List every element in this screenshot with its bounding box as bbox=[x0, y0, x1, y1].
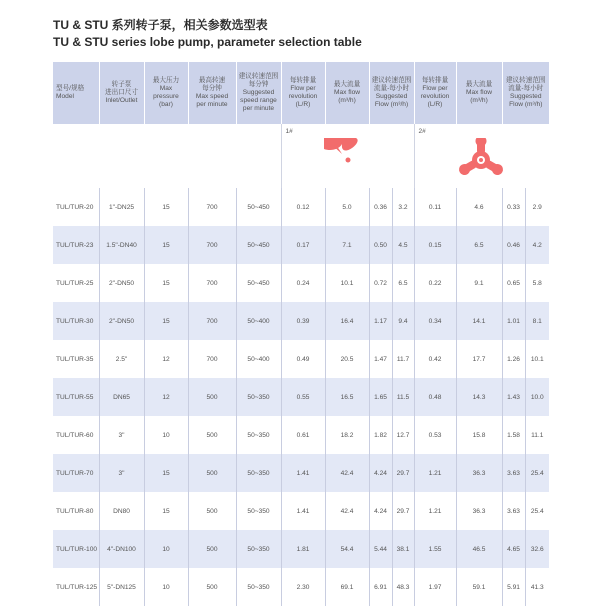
cell-model: TUL/TUR-35 bbox=[53, 340, 99, 378]
cell-speed-range: 50~350 bbox=[236, 416, 281, 454]
cell-flow-per-rev-1: 2.30 bbox=[281, 568, 325, 606]
cell-flow-per-rev-2: 0.34 bbox=[414, 302, 456, 340]
cell-flow-per-rev-1: 0.24 bbox=[281, 264, 325, 302]
cell-inlet-outlet: 3" bbox=[99, 454, 144, 492]
header-suggested-flow-1: 建议转速范围 流量-每小时 Suggested Flow (m³/h) bbox=[369, 62, 414, 124]
cell-max-speed: 700 bbox=[188, 264, 236, 302]
cell-flow-per-rev-2: 1.21 bbox=[414, 492, 456, 530]
cell-model: TUL/TUR-70 bbox=[53, 454, 99, 492]
cell-suggested-flow-1a: 4.24 bbox=[369, 492, 392, 530]
cell-flow-per-rev-1: 0.12 bbox=[281, 188, 325, 226]
cell-flow-per-rev-1: 0.39 bbox=[281, 302, 325, 340]
cell-speed-range: 50~350 bbox=[236, 530, 281, 568]
cell-suggested-flow-2b: 10.0 bbox=[525, 378, 549, 416]
header-model: 型号/规格 Model bbox=[53, 62, 99, 124]
cell-model: TUL/TUR-125 bbox=[53, 568, 99, 606]
trilobe-rotor-icon bbox=[457, 138, 505, 184]
cell-flow-per-rev-1: 0.61 bbox=[281, 416, 325, 454]
cell-max-pressure: 15 bbox=[144, 492, 188, 530]
cell-max-pressure: 15 bbox=[144, 226, 188, 264]
cell-max-pressure: 12 bbox=[144, 340, 188, 378]
cell-suggested-flow-2b: 25.4 bbox=[525, 454, 549, 492]
cell-model: TUL/TUR-20 bbox=[53, 188, 99, 226]
cell-inlet-outlet: DN80 bbox=[99, 492, 144, 530]
cell-flow-per-rev-1: 1.41 bbox=[281, 492, 325, 530]
cell-suggested-flow-1a: 0.50 bbox=[369, 226, 392, 264]
cell-suggested-flow-1b: 12.7 bbox=[392, 416, 414, 454]
cell-max-speed: 700 bbox=[188, 302, 236, 340]
table-row bbox=[53, 416, 549, 454]
cell-suggested-flow-1b: 11.7 bbox=[392, 340, 414, 378]
cell-suggested-flow-1b: 48.3 bbox=[392, 568, 414, 606]
cell-flow-per-rev-1: 0.49 bbox=[281, 340, 325, 378]
cell-inlet-outlet: 3" bbox=[99, 416, 144, 454]
cell-inlet-outlet: 1.5"-DN40 bbox=[99, 226, 144, 264]
table-row bbox=[53, 264, 549, 302]
cell-flow-per-rev-1: 0.17 bbox=[281, 226, 325, 264]
cell-suggested-flow-2a: 1.58 bbox=[502, 416, 525, 454]
cell-flow-per-rev-2: 0.42 bbox=[414, 340, 456, 378]
cell-model: TUL/TUR-55 bbox=[53, 378, 99, 416]
cell-max-flow-1: 18.2 bbox=[325, 416, 369, 454]
cell-speed-range: 50~450 bbox=[236, 226, 281, 264]
cell-suggested-flow-1b: 3.2 bbox=[392, 188, 414, 226]
cell-suggested-flow-2b: 25.4 bbox=[525, 492, 549, 530]
title-chinese: TU & STU 系列转子泵，相关参数选型表 bbox=[53, 18, 268, 32]
cell-flow-per-rev-1: 1.41 bbox=[281, 454, 325, 492]
cell-suggested-flow-2b: 4.2 bbox=[525, 226, 549, 264]
cell-max-flow-1: 5.0 bbox=[325, 188, 369, 226]
cell-max-flow-1: 42.4 bbox=[325, 492, 369, 530]
table-row bbox=[53, 340, 549, 378]
cell-model: TUL/TUR-100 bbox=[53, 530, 99, 568]
cell-suggested-flow-2b: 5.8 bbox=[525, 264, 549, 302]
cell-flow-per-rev-1: 0.55 bbox=[281, 378, 325, 416]
cell-max-flow-2: 9.1 bbox=[456, 264, 502, 302]
cell-speed-range: 50~350 bbox=[236, 454, 281, 492]
cell-max-pressure: 15 bbox=[144, 302, 188, 340]
cell-max-flow-2: 15.8 bbox=[456, 416, 502, 454]
cell-suggested-flow-2a: 1.01 bbox=[502, 302, 525, 340]
cell-max-pressure: 10 bbox=[144, 530, 188, 568]
header-max-flow-1: 最大流量 Max flow (m³/h) bbox=[325, 62, 369, 124]
cell-suggested-flow-1a: 5.44 bbox=[369, 530, 392, 568]
table-row bbox=[53, 454, 549, 492]
table-row bbox=[53, 568, 549, 606]
rotor-icon-row bbox=[53, 124, 549, 188]
header-flow-per-rev-1: 每转排量 Flow per revolution (L/R) bbox=[281, 62, 325, 124]
cell-flow-per-rev-2: 0.53 bbox=[414, 416, 456, 454]
cell-flow-per-rev-2: 1.97 bbox=[414, 568, 456, 606]
cell-inlet-outlet: 2"-DN50 bbox=[99, 302, 144, 340]
cell-max-flow-1: 16.4 bbox=[325, 302, 369, 340]
cell-suggested-flow-1a: 0.72 bbox=[369, 264, 392, 302]
cell-max-flow-2: 14.1 bbox=[456, 302, 502, 340]
rotor-type-1-label: 1# bbox=[285, 128, 293, 135]
table-row bbox=[53, 378, 549, 416]
cell-max-flow-1: 69.1 bbox=[325, 568, 369, 606]
cell-model: TUL/TUR-60 bbox=[53, 416, 99, 454]
table-row bbox=[53, 226, 549, 264]
header-max-speed: 最高转速 每分钟 Max speed per minute bbox=[188, 62, 236, 124]
cell-suggested-flow-1a: 0.36 bbox=[369, 188, 392, 226]
cell-flow-per-rev-2: 1.55 bbox=[414, 530, 456, 568]
header-suggested-flow-2: 建议转速范围 流量-每小时 Suggested Flow (m³/h) bbox=[502, 62, 549, 124]
cell-inlet-outlet: 5"-DN125 bbox=[99, 568, 144, 606]
cell-speed-range: 50~450 bbox=[236, 188, 281, 226]
cell-max-pressure: 15 bbox=[144, 264, 188, 302]
cell-suggested-flow-1b: 4.5 bbox=[392, 226, 414, 264]
cell-suggested-flow-2a: 4.65 bbox=[502, 530, 525, 568]
cell-max-flow-2: 36.3 bbox=[456, 454, 502, 492]
cell-suggested-flow-2a: 0.65 bbox=[502, 264, 525, 302]
cell-suggested-flow-2b: 2.9 bbox=[525, 188, 549, 226]
table-row bbox=[53, 188, 549, 226]
cell-flow-per-rev-2: 1.21 bbox=[414, 454, 456, 492]
cell-suggested-flow-1b: 6.5 bbox=[392, 264, 414, 302]
cell-max-flow-1: 7.1 bbox=[325, 226, 369, 264]
table-row bbox=[53, 492, 549, 530]
cell-suggested-flow-2a: 1.26 bbox=[502, 340, 525, 378]
cell-max-speed: 500 bbox=[188, 568, 236, 606]
cell-max-flow-2: 6.5 bbox=[456, 226, 502, 264]
cell-max-flow-1: 42.4 bbox=[325, 454, 369, 492]
cell-suggested-flow-1b: 38.1 bbox=[392, 530, 414, 568]
cell-speed-range: 50~350 bbox=[236, 378, 281, 416]
cell-flow-per-rev-1: 1.81 bbox=[281, 530, 325, 568]
cell-suggested-flow-2a: 3.63 bbox=[502, 454, 525, 492]
cell-max-speed: 500 bbox=[188, 492, 236, 530]
cell-max-flow-2: 14.3 bbox=[456, 378, 502, 416]
rotor-type-1-cell bbox=[281, 124, 414, 188]
header-speed-range: 建议转速范围 每分钟 Suggested speed range per minute bbox=[236, 62, 281, 124]
cell-suggested-flow-2b: 8.1 bbox=[525, 302, 549, 340]
cell-max-pressure: 15 bbox=[144, 454, 188, 492]
cell-suggested-flow-2b: 41.3 bbox=[525, 568, 549, 606]
cell-max-flow-2: 59.1 bbox=[456, 568, 502, 606]
parameter-table bbox=[53, 62, 549, 606]
table-row bbox=[53, 530, 549, 568]
cell-max-flow-2: 36.3 bbox=[456, 492, 502, 530]
header-row bbox=[53, 62, 549, 124]
cell-inlet-outlet: 4"-DN100 bbox=[99, 530, 144, 568]
cell-speed-range: 50~350 bbox=[236, 568, 281, 606]
cell-model: TUL/TUR-80 bbox=[53, 492, 99, 530]
bilobe-rotor-icon bbox=[324, 138, 372, 182]
cell-suggested-flow-1a: 1.17 bbox=[369, 302, 392, 340]
cell-suggested-flow-2b: 32.6 bbox=[525, 530, 549, 568]
cell-suggested-flow-1a: 1.82 bbox=[369, 416, 392, 454]
cell-max-flow-2: 17.7 bbox=[456, 340, 502, 378]
cell-suggested-flow-1a: 1.47 bbox=[369, 340, 392, 378]
cell-inlet-outlet: DN65 bbox=[99, 378, 144, 416]
cell-suggested-flow-1b: 29.7 bbox=[392, 492, 414, 530]
rotor-type-2-cell bbox=[414, 124, 549, 188]
cell-max-speed: 500 bbox=[188, 454, 236, 492]
cell-max-speed: 700 bbox=[188, 226, 236, 264]
cell-max-flow-1: 20.5 bbox=[325, 340, 369, 378]
cell-max-pressure: 10 bbox=[144, 568, 188, 606]
cell-model: TUL/TUR-25 bbox=[53, 264, 99, 302]
cell-flow-per-rev-2: 0.11 bbox=[414, 188, 456, 226]
cell-suggested-flow-2a: 3.63 bbox=[502, 492, 525, 530]
cell-max-pressure: 15 bbox=[144, 188, 188, 226]
cell-speed-range: 50~350 bbox=[236, 492, 281, 530]
cell-inlet-outlet: 2"-DN50 bbox=[99, 264, 144, 302]
cell-flow-per-rev-2: 0.22 bbox=[414, 264, 456, 302]
cell-max-speed: 500 bbox=[188, 530, 236, 568]
cell-max-pressure: 10 bbox=[144, 416, 188, 454]
cell-suggested-flow-2a: 0.46 bbox=[502, 226, 525, 264]
cell-flow-per-rev-2: 0.48 bbox=[414, 378, 456, 416]
header-max-flow-2: 最大流量 Max flow (m³/h) bbox=[456, 62, 502, 124]
cell-suggested-flow-2b: 11.1 bbox=[525, 416, 549, 454]
cell-speed-range: 50~400 bbox=[236, 302, 281, 340]
cell-suggested-flow-1a: 1.65 bbox=[369, 378, 392, 416]
cell-max-flow-2: 46.5 bbox=[456, 530, 502, 568]
cell-max-flow-2: 4.6 bbox=[456, 188, 502, 226]
header-max-pressure: 最大压力 Max pressure (bar) bbox=[144, 62, 188, 124]
cell-suggested-flow-1b: 9.4 bbox=[392, 302, 414, 340]
rotor-type-2-label: 2# bbox=[418, 128, 426, 135]
cell-model: TUL/TUR-30 bbox=[53, 302, 99, 340]
cell-max-flow-1: 16.5 bbox=[325, 378, 369, 416]
cell-suggested-flow-1b: 29.7 bbox=[392, 454, 414, 492]
title-english: TU & STU series lobe pump, parameter selection table bbox=[53, 35, 362, 49]
cell-model: TUL/TUR-23 bbox=[53, 226, 99, 264]
cell-suggested-flow-2a: 5.91 bbox=[502, 568, 525, 606]
cell-suggested-flow-1a: 6.91 bbox=[369, 568, 392, 606]
cell-speed-range: 50~400 bbox=[236, 340, 281, 378]
header-flow-per-rev-2: 每转排量 Flow per revolution (L/R) bbox=[414, 62, 456, 124]
cell-max-speed: 700 bbox=[188, 188, 236, 226]
cell-suggested-flow-1a: 4.24 bbox=[369, 454, 392, 492]
cell-flow-per-rev-2: 0.15 bbox=[414, 226, 456, 264]
cell-max-pressure: 12 bbox=[144, 378, 188, 416]
cell-inlet-outlet: 1"-DN25 bbox=[99, 188, 144, 226]
header-inlet-outlet: 转子泵 进出口尺寸 Inlet/Outlet bbox=[99, 62, 144, 124]
cell-suggested-flow-2a: 1.43 bbox=[502, 378, 525, 416]
cell-inlet-outlet: 2.5" bbox=[99, 340, 144, 378]
cell-max-speed: 500 bbox=[188, 378, 236, 416]
cell-max-flow-1: 10.1 bbox=[325, 264, 369, 302]
cell-suggested-flow-2a: 0.33 bbox=[502, 188, 525, 226]
cell-max-speed: 700 bbox=[188, 340, 236, 378]
cell-suggested-flow-1b: 11.5 bbox=[392, 378, 414, 416]
cell-max-flow-1: 54.4 bbox=[325, 530, 369, 568]
cell-max-speed: 500 bbox=[188, 416, 236, 454]
cell-speed-range: 50~450 bbox=[236, 264, 281, 302]
cell-suggested-flow-2b: 10.1 bbox=[525, 340, 549, 378]
table-row bbox=[53, 302, 549, 340]
